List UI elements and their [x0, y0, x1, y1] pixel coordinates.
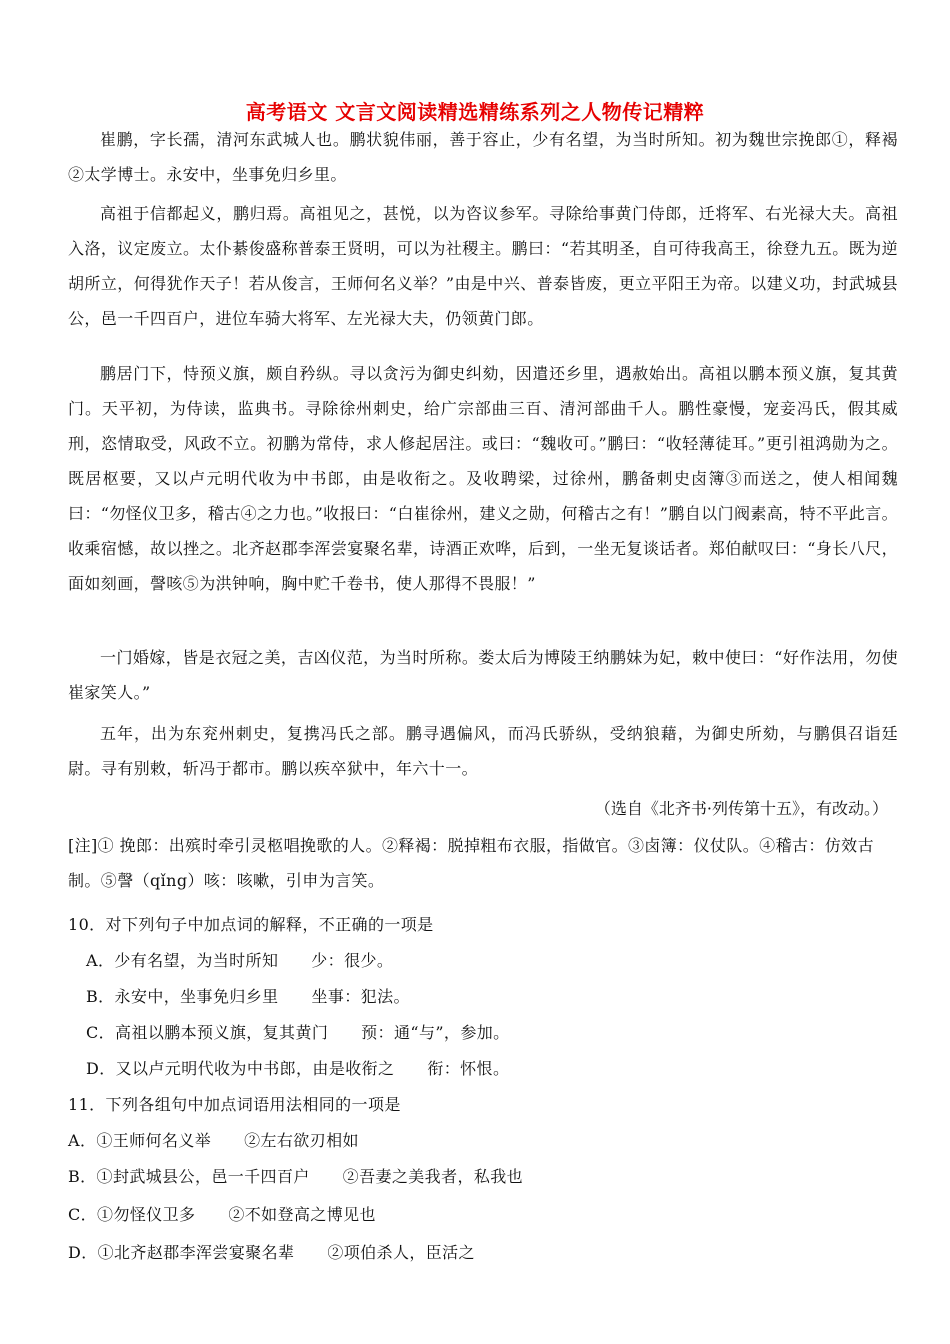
- question-11-option-a: A．①王师何名义举 ②左右欲刃相如: [68, 1131, 359, 1150]
- source-citation: （选自《北齐书·列传第十五》，有改动。）: [594, 799, 888, 818]
- annotation-notes: [注]① 挽郎：出殡时牵引灵柩唱挽歌的人。②释褐：脱掉粗布衣服，指做官。③卤簿：仪仗队。④稽古：仿效古制。⑤謦（qǐng）咳：咳嗽，引申为言笑。: [68, 836, 874, 890]
- document-title: 高考语文 文言文阅读精选精练系列之人物传记精粹: [245, 100, 705, 124]
- question-11-option-b: B．①封武城县公，邑一千四百户 ②吾妻之美我者，私我也: [68, 1167, 524, 1186]
- passage-paragraph-1: 崔鹏，字长孺，清河东武城人也。鹏状貌伟丽，善于容止，少有名望，为当时所知。初为魏世宗挽郎①，释褐②太学博士。永安中，坐事免归乡里。: [68, 130, 898, 184]
- question-10-option-d: D．又以卢元明代收为中书郎，由是收衔之 衔：怀恨。: [86, 1059, 510, 1078]
- question-10-option-b: B．永安中，坐事免归乡里 坐事：犯法。: [86, 987, 410, 1006]
- question-11-option-c: C．①勿怪仪卫多 ②不如登高之博见也: [68, 1205, 376, 1224]
- question-10-option-c: C．高祖以鹏本预义旗，复其黄门 预：通“与”，参加。: [86, 1023, 510, 1042]
- question-11-option-d: D．①北齐赵郡李浑尝宴聚名辈 ②项伯杀人，臣活之: [68, 1243, 475, 1262]
- passage-paragraph-4: 一门婚嫁，皆是衣冠之美，吉凶仪范，为当时所称。娄太后为博陵王纳鹏妹为妃，敕中使曰：“好作法用，勿使崔家笑人。”: [68, 648, 898, 702]
- question-10-option-a: A．少有名望，为当时所知 少：很少。: [86, 951, 394, 970]
- question-11-stem: 11．下列各组句中加点词语用法相同的一项是: [68, 1095, 401, 1114]
- passage-paragraph-5: 五年，出为东兖州刺史，复携冯氏之部。鹏寻遇偏风，而冯氏骄纵，受纳狼藉，为御史所劾，与鹏俱召诣廷尉。寻有别敕，斩冯于都市。鹏以疾卒狱中，年六十一。: [68, 724, 898, 778]
- passage-paragraph-3: 鹏居门下，恃预义旗，颇自矜纵。寻以贪污为御史纠劾，因遣还乡里，遇赦始出。高祖以鹏本预义旗，复其黄门。天平初，为侍读，监典书。寻除徐州刺史，给广宗部曲三百、清河部曲千人。鹏性豪慢，宠妾冯氏，假其威刑，恣情取受，风政不立。初鹏为常侍，求人修起居注。或曰：“魏收可。”鹏曰：“收轻薄徒耳。”更引祖鸿勋为之。既居枢要，又以卢元明代收为中书郎，由是收衔之。及收聘梁，过徐州，鹏备刺史卤簿③而送之，使人相闻魏曰：“勿怪仪卫多，稽古④之力也。”收报曰：“白崔徐州，建义之勋，何稽古之有！”鹏自以门阀素高，特不平此言。收乘宿憾，故以挫之。北齐赵郡李浑尝宴聚名辈，诗酒正欢哗，后到，一坐无复谈话者。郑伯献叹曰：“身长八尺，面如刻画，謦咳⑤为洪钟响，胸中贮千卷书，使人那得不畏服！”: [68, 364, 898, 593]
- question-10-stem: 10．对下列句子中加点词的解释，不正确的一项是: [68, 915, 434, 934]
- passage-paragraph-2: 高祖于信都起义，鹏归焉。高祖见之，甚悦，以为咨议参军。寻除给事黄门侍郎，迁将军、右光禄大夫。高祖入洛，议定废立。太仆綦俊盛称普泰王贤明，可以为社稷主。鹏曰：“若其明圣，自可待我高王，徐登九五。既为逆胡所立，何得犹作天子！若从俊言，王师何名义举？”由是中兴、普泰皆废，更立平阳王为帝。以建义功，封武城县公，邑一千四百户，进位车骑大将军、左光禄大夫，仍领黄门郎。: [68, 204, 898, 328]
